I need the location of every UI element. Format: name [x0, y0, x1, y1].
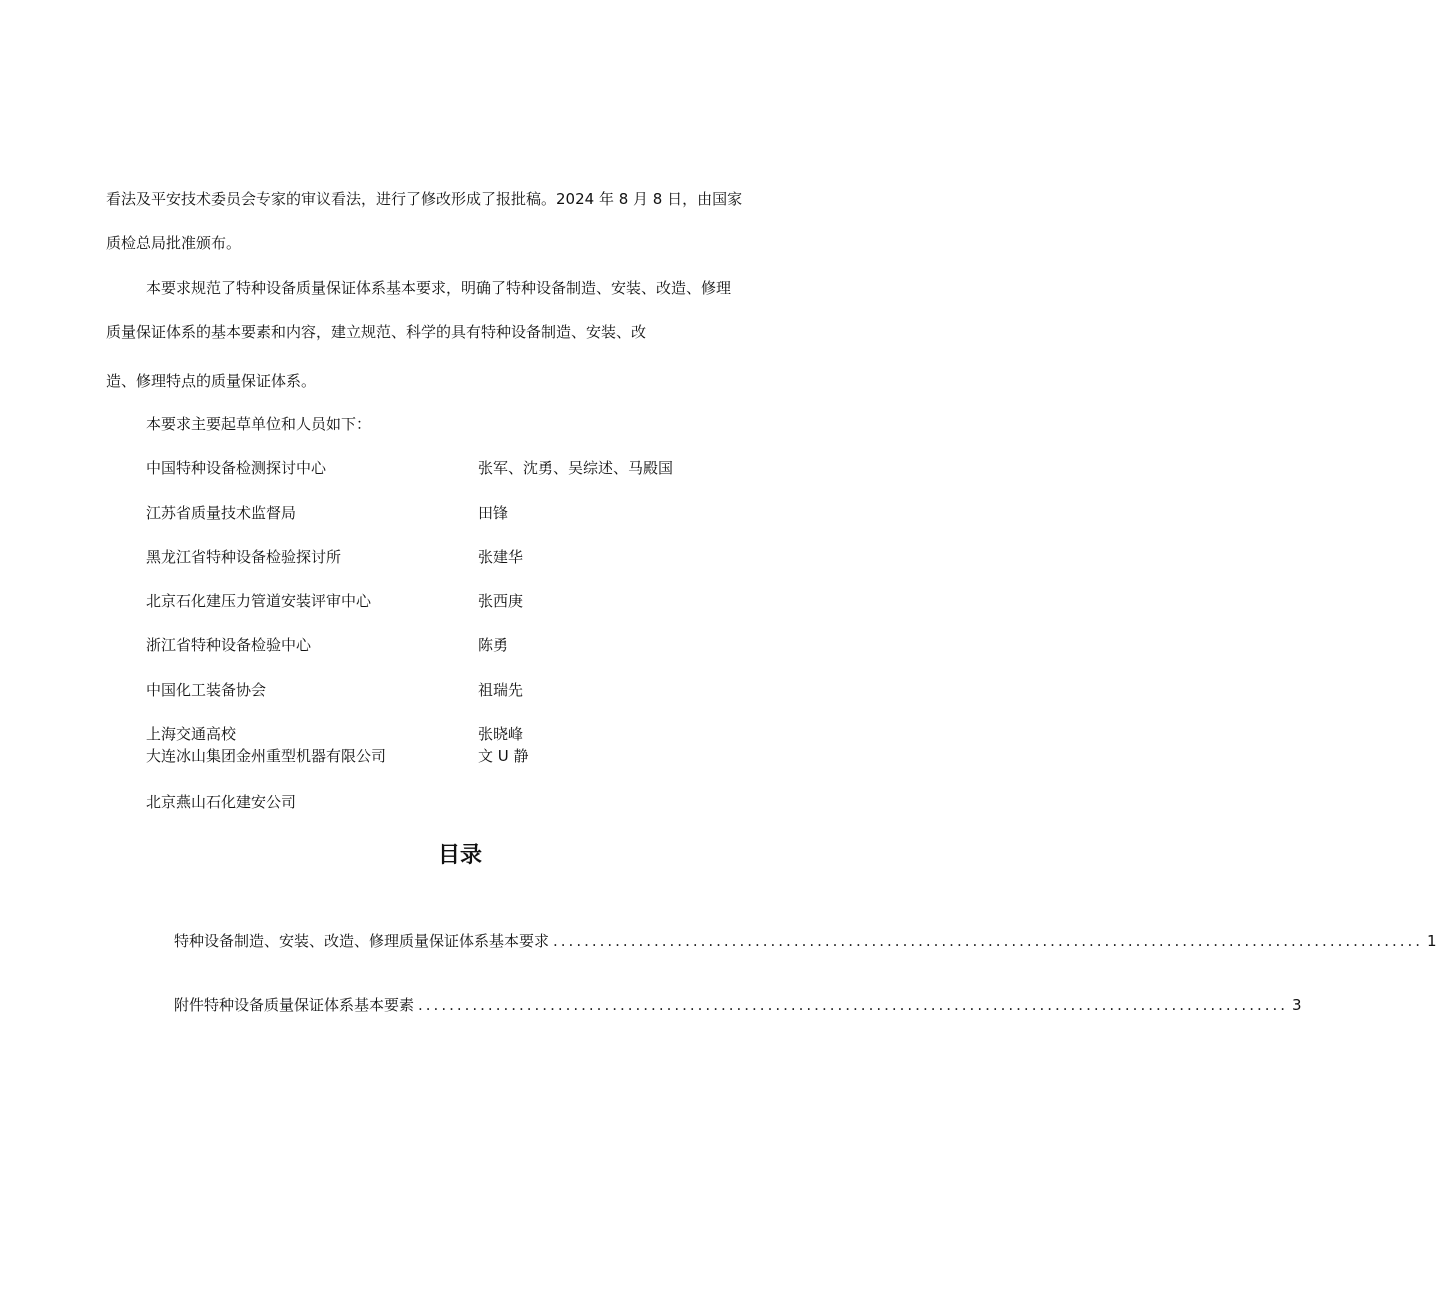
- drafter-org: 中国特种设备检测探讨中心: [146, 459, 327, 477]
- drafter-org: 北京燕山石化建安公司: [146, 793, 297, 811]
- drafter-people: 祖瑞先: [478, 681, 524, 699]
- drafter-people: 张西庚: [478, 592, 524, 610]
- drafter-org: 北京石化建压力管道安装评审中心: [146, 592, 372, 610]
- paragraph-2-line-2: 质量保证体系的基本要素和内容，建立规范、科学的具有特种设备制造、安装、改: [106, 323, 647, 341]
- drafter-org: 浙江省特种设备检验中心: [146, 636, 312, 654]
- paragraph-2-line-3: 造、修理特点的质量保证体系。: [106, 372, 317, 390]
- toc-title: 目录: [437, 843, 482, 868]
- drafter-people: 陈勇: [478, 636, 509, 654]
- drafter-org: 上海交通高校: [146, 725, 237, 743]
- toc-entry[interactable]: [174, 931, 1437, 951]
- toc-leader-dots: ................................................................................................................: [418, 996, 1289, 1014]
- drafter-people: 张晓峰: [478, 725, 524, 743]
- drafter-people: 文 U 静: [478, 747, 529, 765]
- toc-page-number[interactable]: 3: [1292, 996, 1302, 1014]
- drafter-org: 黑龙江省特种设备检验探讨所: [146, 548, 342, 566]
- drafter-org: 大连冰山集团金州重型机器有限公司: [146, 747, 387, 765]
- toc-leader-dots: ................................................................................................................: [553, 932, 1424, 950]
- toc-entry-text[interactable]: 附件特种设备质量保证体系基本要素: [174, 996, 415, 1014]
- toc-entry-text[interactable]: 特种设备制造、安装、改造、修理质量保证体系基本要求: [174, 932, 550, 950]
- paragraph-1-line-2: 质检总局批准颁布。: [106, 234, 242, 252]
- drafter-people: 田锋: [478, 504, 509, 522]
- toc-page-number[interactable]: 1: [1427, 932, 1437, 950]
- drafter-org: 中国化工装备协会: [146, 681, 267, 699]
- drafter-org: 江苏省质量技术监督局: [146, 504, 297, 522]
- drafter-people: 张建华: [478, 548, 524, 566]
- drafters-intro: 本要求主要起草单位和人员如下：: [146, 415, 372, 433]
- drafter-people: 张军、沈勇、吴综述、马殿国: [478, 459, 674, 477]
- paragraph-1-line-1: 看法及平安技术委员会专家的审议看法，进行了修改形成了报批稿。2024 年 8 月 8 日，由国家: [106, 190, 743, 208]
- paragraph-2-line-1: 本要求规范了特种设备质量保证体系基本要求，明确了特种设备制造、安装、改造、修理: [146, 279, 732, 297]
- toc-entry[interactable]: [174, 995, 1302, 1015]
